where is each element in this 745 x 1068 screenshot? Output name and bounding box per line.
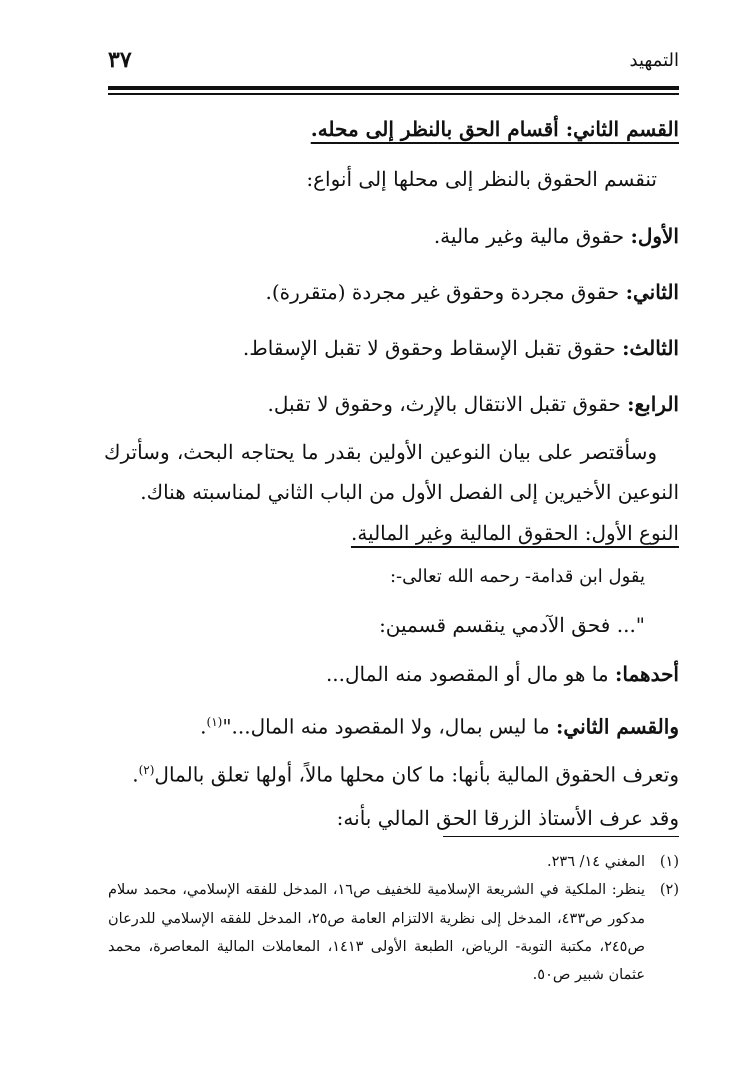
quote-part-text: ما هو مال أو المقصود منه المال... (325, 662, 615, 686)
type-label: الأول: (630, 224, 679, 248)
footnote-number: (١) (659, 854, 679, 870)
footnote-1 (108, 848, 679, 876)
quote-opening: "... فحق الآدمي ينقسم قسمين: (379, 613, 645, 637)
type-label: الثالث: (622, 336, 679, 360)
footnote-separator (443, 836, 679, 837)
footnote-2 (108, 876, 679, 989)
paragraph-line-1: وسأقتصر على بيان النوعين الأولين بقدر ما يحتاجه البحث، وسأترك (104, 440, 657, 464)
type-text: حقوق مجردة وحقوق غير مجردة (متقررة). (265, 280, 626, 304)
type-item-1 (104, 208, 679, 264)
footnote-ref[interactable]: (١) (206, 715, 223, 729)
main-text (104, 100, 679, 842)
period: . (132, 762, 139, 787)
quote-part-2 (104, 698, 679, 746)
definition-line (104, 746, 679, 794)
footnote-text: المغني ١٤/ ٢٣٦. (547, 854, 645, 870)
period: . (200, 714, 207, 739)
type-label: الرابع: (627, 392, 679, 416)
type-label: الثاني: (625, 280, 679, 304)
type-text: حقوق مالية وغير مالية. (433, 224, 631, 248)
section-heading-text: القسم الثاني: أقسام الحق بالنظر إلى محله. (310, 117, 679, 141)
type-text: حقوق تقبل الانتقال بالإرث، وحقوق لا تقبل. (267, 392, 628, 416)
footnotes (108, 848, 679, 989)
paragraph-line-2: النوعين الأخيرين إلى الفصل الأول من الباب الثاني لمناسبته هناك. (140, 480, 679, 504)
page-number: ٣٧ (108, 47, 132, 73)
type-text: حقوق تقبل الإسقاط وحقوق لا تقبل الإسقاط. (242, 336, 623, 360)
type-item-2 (104, 264, 679, 320)
subsection-heading-text: النوع الأول: الحقوق المالية وغير المالية. (350, 521, 679, 545)
footnote-number: (٢) (659, 882, 679, 899)
header-rule-thick (108, 86, 679, 90)
header-rule-thin (108, 93, 679, 95)
type-item-4 (104, 376, 679, 432)
subsection-heading (104, 512, 679, 554)
section-heading (104, 108, 679, 150)
intro-line: تنقسم الحقوق بالنظر إلى محلها إلى أنواع: (306, 167, 657, 191)
footnote-text: ينظر: الملكية في الشريعة الإسلامية للخفيف ص١٦، المدخل للفقه الإسلامي، محمد سلام مدكور ص٤٣٣، المدخل إلى نظرية الالتزام العامة ص٢٥، المدخل للفقه الإسلامي للدرعان ص٢٤٥، مكتبة التوبة- الرياض، الطبعة الأولى ١٤١٣، المعاملات المالية المعاصرة، محمد عثمان شبير ص٥٠. (108, 882, 645, 984)
quote-part-label: أحدهما: (614, 662, 679, 686)
quote-part-text: ما ليس بمال، ولا المقصود منه المال..." (222, 714, 557, 739)
definition-text: وتعرف الحقوق المالية بأنها: ما كان محلها مالاً، أولها تعلق بالمال (154, 762, 679, 787)
type-item-3 (104, 320, 679, 376)
footnote-ref[interactable]: (٢) (138, 763, 155, 777)
page-header (108, 40, 679, 80)
quote-intro: يقول ابن قدامة- رحمه الله تعالى-: (389, 566, 645, 587)
running-title: التمهيد (629, 49, 679, 71)
zarqa-line: وقد عرف الأستاذ الزرقا الحق المالي بأنه: (336, 806, 679, 830)
quote-part-1 (104, 650, 679, 698)
quote-part-label: والقسم الثاني: (556, 714, 679, 739)
